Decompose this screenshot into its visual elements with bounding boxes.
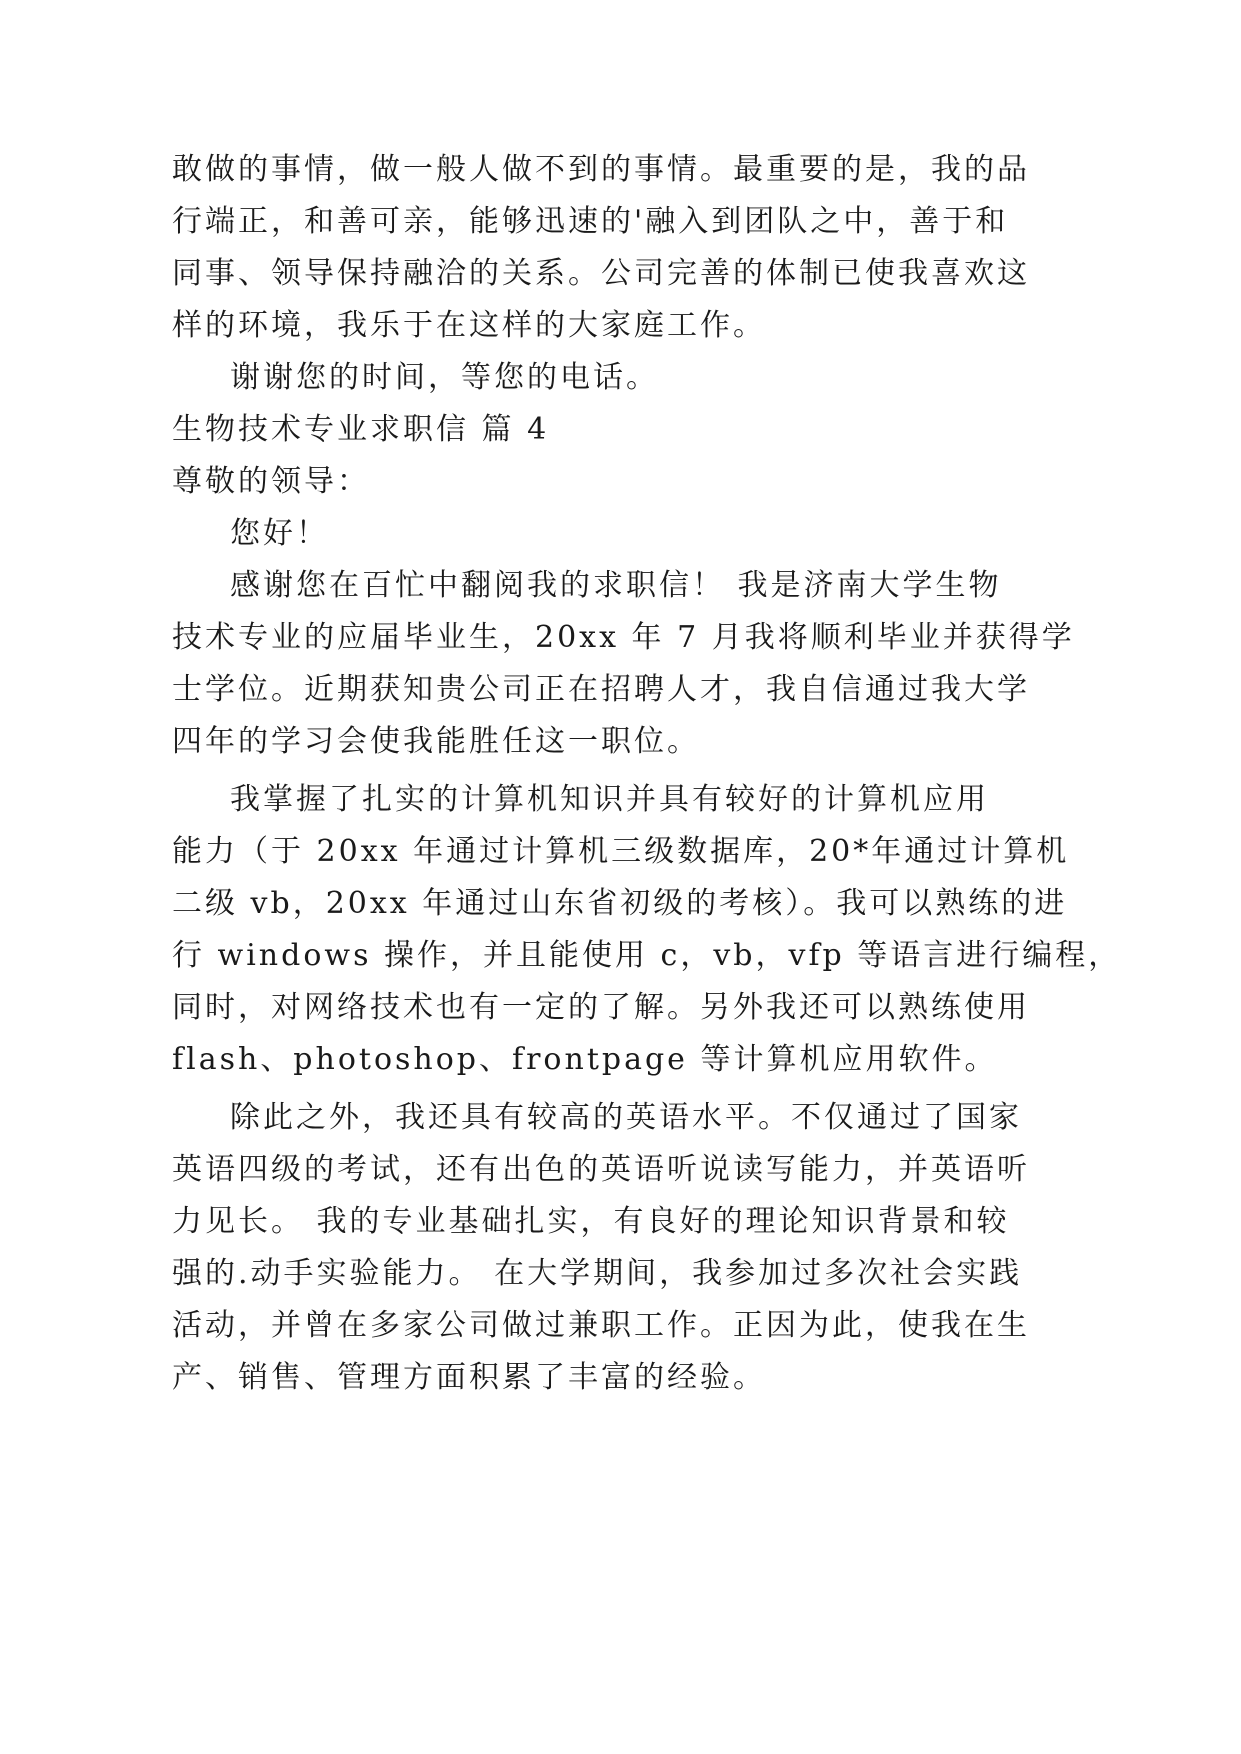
- paragraph-line: 能力（于 20xx 年通过计算机三级数据库，20*年通过计算机: [172, 834, 1070, 869]
- paragraph-line: 感谢您在百忙中翻阅我的求职信！ 我是济南大学生物: [230, 568, 1002, 603]
- paragraph-line: 除此之外，我还具有较高的英语水平。不仅通过了国家: [230, 1100, 1022, 1135]
- section-title: 生物技术专业求职信 篇 4: [172, 412, 550, 447]
- paragraph-line: 我掌握了扎实的计算机知识并具有较好的计算机应用: [230, 782, 989, 817]
- paragraph-line: 活动，并曾在多家公司做过兼职工作。正因为此，使我在生: [172, 1308, 1030, 1343]
- paragraph-line: 技术专业的应届毕业生，20xx 年 7 月我将顺利毕业并获得学: [172, 620, 1075, 655]
- greeting: 您好！: [230, 516, 329, 551]
- closing-line: 谢谢您的时间，等您的电话。: [230, 360, 659, 395]
- salutation: 尊敬的领导：: [172, 464, 370, 499]
- paragraph-line: flash、photoshop、frontpage 等计算机应用软件。: [172, 1042, 998, 1077]
- paragraph-line: 同时，对网络技术也有一定的了解。另外我还可以熟练使用: [172, 990, 1030, 1025]
- paragraph-line: 力见长。 我的专业基础扎实，有良好的理论知识背景和较: [172, 1204, 1010, 1239]
- paragraph-line: 英语四级的考试，还有出色的英语听说读写能力，并英语听: [172, 1152, 1030, 1187]
- paragraph-line: 产、销售、管理方面积累了丰富的经验。: [172, 1360, 766, 1395]
- paragraph-line: 强的.动手实验能力。 在大学期间，我参加过多次社会实践: [172, 1256, 1023, 1291]
- text-line: 同事、领导保持融洽的关系。公司完善的体制已使我喜欢这: [172, 256, 1030, 291]
- text-line: 样的环境，我乐于在这样的大家庭工作。: [172, 308, 766, 343]
- text-line: 敢做的事情，做一般人做不到的事情。最重要的是，我的品: [172, 152, 1030, 187]
- paragraph-line: 行 windows 操作，并且能使用 c，vb，vfp 等语言进行编程，: [172, 938, 1122, 973]
- paragraph-line: 士学位。近期获知贵公司正在招聘人才，我自信通过我大学: [172, 672, 1030, 707]
- paragraph-line: 四年的学习会使我能胜任这一职位。: [172, 724, 700, 759]
- paragraph-line: 二级 vb，20xx 年通过山东省初级的考核）。我可以熟练的进: [172, 886, 1068, 921]
- text-line: 行端正，和善可亲，能够迅速的'融入到团队之中，善于和: [172, 204, 1009, 239]
